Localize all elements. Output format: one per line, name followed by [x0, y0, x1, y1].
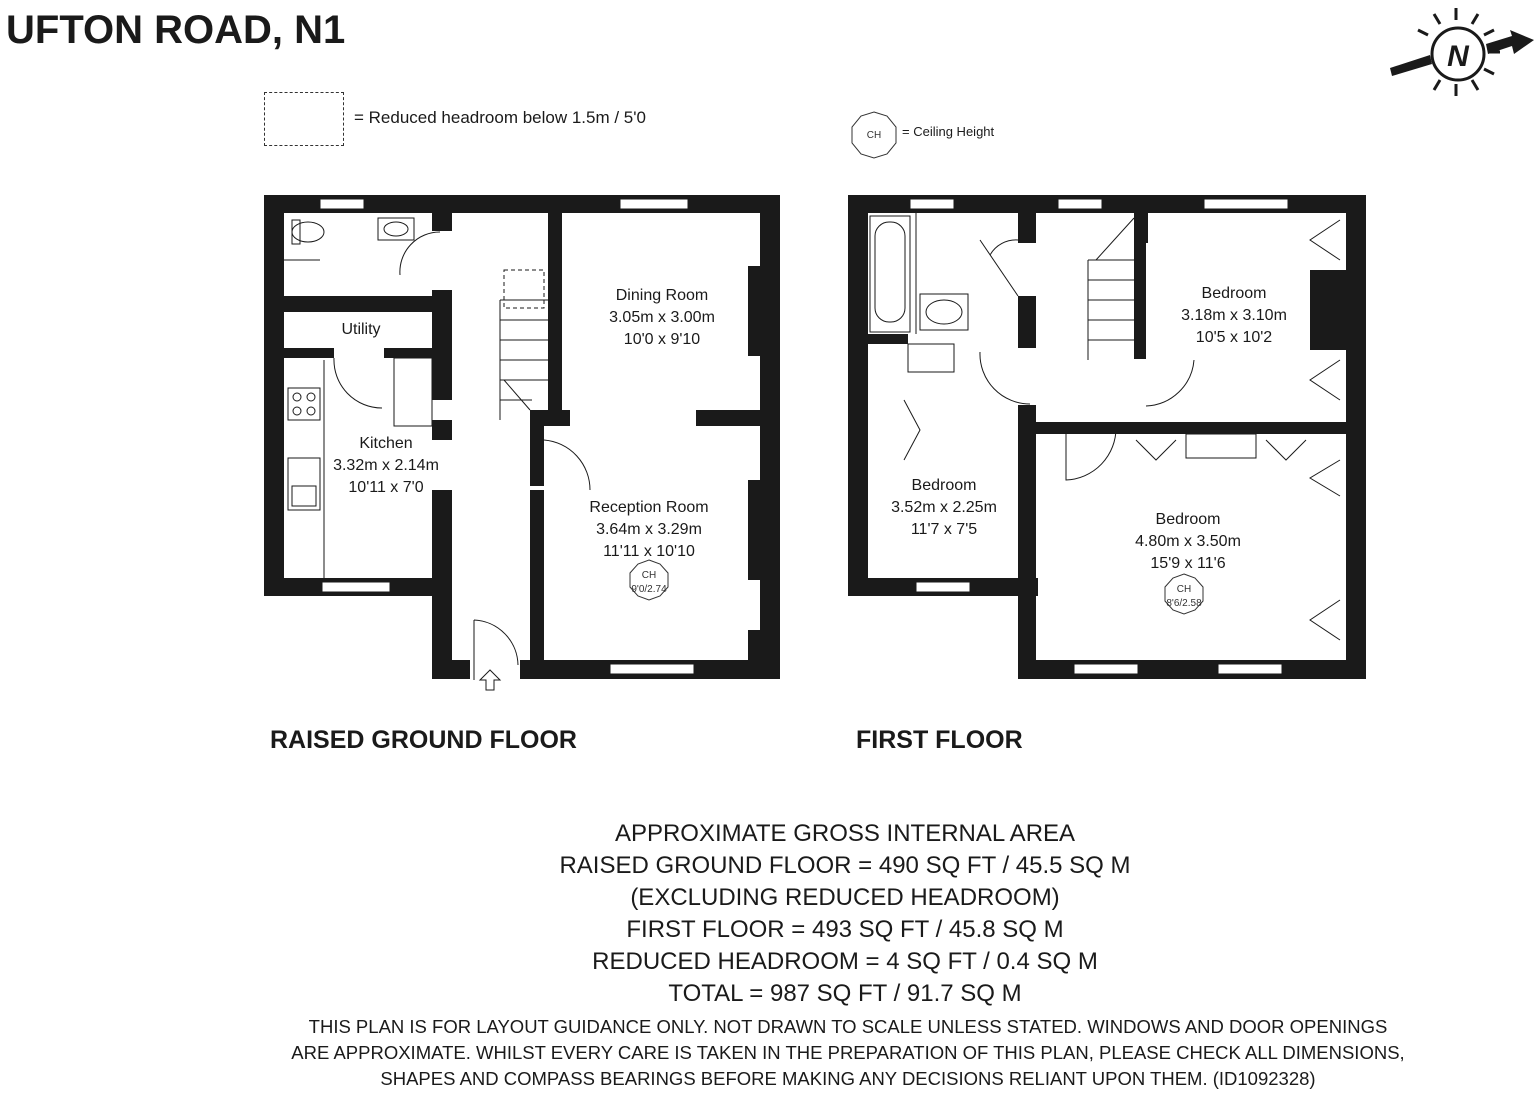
ground-floor-plan [264, 195, 780, 679]
utility-label: Utility [341, 321, 381, 338]
ceiling-height-symbol-label: CH [866, 130, 882, 141]
reception-room-name: Reception Room [589, 499, 709, 516]
disclaimer-line-1: THIS PLAN IS FOR LAYOUT GUIDANCE ONLY. NOT DRAWN TO SCALE UNLESS STATED. WINDOWS AND DOOR OPENINGS [308, 1016, 1388, 1037]
reception-room-imperial: 11'11 x 10'10 [603, 543, 695, 560]
bedroom-ne-metric: 3.18m x 3.10m [1181, 307, 1287, 324]
bedroom-ceiling-height-icon [1165, 574, 1203, 614]
kitchen-name: Kitchen [359, 435, 413, 452]
area-ground-floor: RAISED GROUND FLOOR = 490 SQ FT / 45.5 SQ M [559, 852, 1131, 879]
ground-floor-title: RAISED GROUND FLOOR [270, 726, 577, 754]
area-excluding-note: (EXCLUDING REDUCED HEADROOM) [630, 884, 1060, 911]
disclaimer [170, 1014, 1526, 1092]
first-floor-plan [848, 195, 1366, 679]
disclaimer-line-3: SHAPES AND COMPASS BEARINGS BEFORE MAKING ANY DECISIONS RELIANT UPON THEM. (ID1092328) [380, 1068, 1316, 1089]
reception-ceiling-height-icon [630, 560, 668, 600]
reception-room-metric: 3.64m x 3.29m [596, 521, 702, 538]
entrance-arrow-icon [480, 670, 500, 690]
dining-room-name: Dining Room [615, 287, 709, 304]
dining-room-metric: 3.05m x 3.00m [609, 309, 715, 326]
area-first-floor: FIRST FLOOR = 493 SQ FT / 45.8 SQ M [626, 916, 1064, 943]
bedroom-ne-imperial: 10'5 x 10'2 [1195, 329, 1273, 346]
kitchen-metric: 3.32m x 2.14m [333, 457, 439, 474]
area-summary [470, 818, 1220, 1010]
disclaimer-line-2: ARE APPROXIMATE. WHILST EVERY CARE IS TAKEN IN THE PREPARATION OF THIS PLAN, PLEASE CHECK ALL DIMENSIONS, [291, 1042, 1405, 1063]
first-floor-title: FIRST FLOOR [856, 726, 1023, 754]
compass-letter: N [1447, 40, 1469, 73]
area-reduced-headroom: REDUCED HEADROOM = 4 SQ FT / 0.4 SQ M [592, 948, 1098, 975]
reduced-headroom-legend-text: = Reduced headroom below 1.5m / 5'0 [354, 108, 646, 127]
bedroom-se-name: Bedroom [1155, 511, 1221, 528]
bedroom-ch-value: 8'6/2.58 [1166, 598, 1202, 609]
dining-room-imperial: 10'0 x 9'10 [623, 331, 701, 348]
reception-ch-label: CH [641, 570, 657, 581]
area-total: TOTAL = 987 SQ FT / 91.7 SQ M [668, 980, 1022, 1007]
kitchen-imperial: 10'11 x 7'0 [348, 479, 424, 496]
bedroom-w-name: Bedroom [911, 477, 977, 494]
bedroom-w-imperial: 11'7 x 7'5 [910, 521, 978, 538]
bedroom-ne-name: Bedroom [1201, 285, 1267, 302]
first-floor-windows [910, 199, 1288, 674]
page-title: UFTON ROAD, N1 [6, 8, 346, 52]
area-heading: APPROXIMATE GROSS INTERNAL AREA [614, 820, 1076, 847]
bedroom-se-metric: 4.80m x 3.50m [1135, 533, 1241, 550]
reception-ch-value: 9'0/2.74 [631, 584, 667, 595]
bedroom-se-imperial: 15'9 x 11'6 [1150, 555, 1226, 572]
compass-icon [1390, 8, 1534, 96]
bedroom-w-metric: 3.52m x 2.25m [891, 499, 997, 516]
ceiling-height-legend-text: = Ceiling Height [902, 124, 995, 139]
bedroom-ch-label: CH [1176, 584, 1192, 595]
